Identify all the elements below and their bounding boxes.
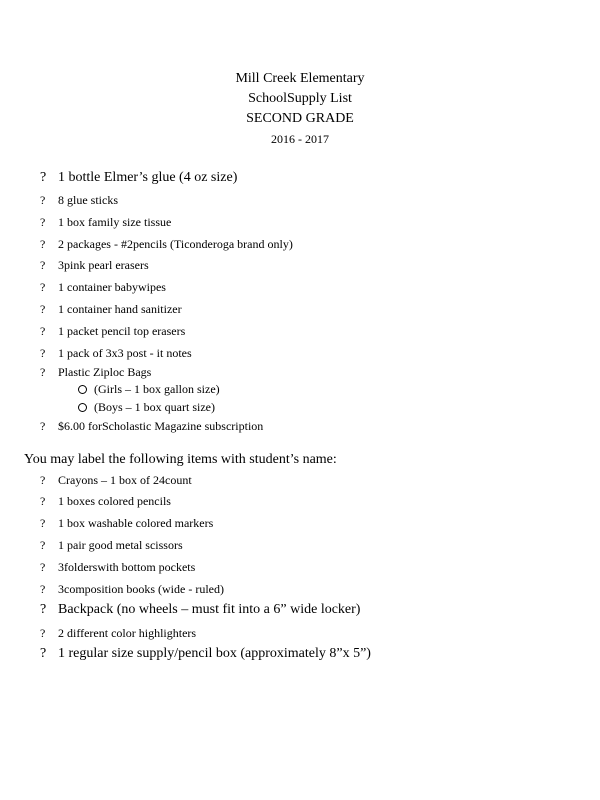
bullet: ? (40, 494, 46, 508)
bullet: ? (40, 602, 47, 617)
document-header (0, 69, 600, 149)
bullet: ? (40, 215, 46, 229)
bullet: ? (40, 626, 46, 640)
bullet: ? (40, 237, 46, 251)
item-text: 1 regular size supply/pencil box (approximately 8”x 5”) (58, 646, 371, 661)
item-text: 3pink pearl erasers (58, 258, 149, 272)
bullet: ? (40, 324, 46, 338)
item-text: 3folderswith bottom pockets (58, 560, 196, 574)
bullet: ? (40, 538, 46, 552)
grade-title: SECOND GRADE (246, 111, 354, 126)
bullet: ? (40, 516, 46, 530)
bullet: ? (40, 346, 46, 360)
item-text: 1 boxes colored pencils (58, 494, 171, 508)
school-year: 2016 - 2017 (271, 132, 329, 146)
bullet: ? (40, 302, 46, 316)
bullet: ? (40, 193, 46, 207)
item-text: 1 pack of 3x3 post - it notes (58, 346, 192, 360)
bullet: ? (40, 280, 46, 294)
item-text: Backpack (no wheels – must fit into a 6” wide locker) (58, 602, 361, 617)
sub-item-text: (Girls – 1 box gallon size) (94, 382, 220, 396)
item-text: 1 packet pencil top erasers (58, 324, 186, 338)
item-text: 8 glue sticks (58, 193, 118, 207)
bullet: ? (40, 170, 47, 185)
list-title: SchoolSupply List (248, 91, 352, 106)
item-text: 3composition books (wide - ruled) (58, 582, 224, 596)
item-text: 1 container hand sanitizer (58, 302, 182, 316)
item-text: Crayons – 1 box of 24count (58, 473, 192, 487)
school-name: Mill Creek Elementary (235, 71, 365, 86)
item-text: 2 different color highlighters (58, 626, 197, 640)
item-text: 1 bottle Elmer’s glue (4 oz size) (58, 170, 238, 185)
bullet: ? (40, 365, 46, 379)
item-text: 1 container babywipes (58, 280, 166, 294)
bullet: ? (40, 560, 46, 574)
item-text: Plastic Ziploc Bags (58, 365, 152, 379)
item-text: $6.00 forScholastic Magazine subscription (58, 419, 264, 433)
item-text: 2 packages - #2pencils (Ticonderoga brand only) (58, 237, 293, 251)
item-text: 1 box washable colored markers (58, 516, 214, 530)
item-text: 1 pair good metal scissors (58, 538, 183, 552)
bullet: ? (40, 473, 46, 487)
bullet: ? (40, 258, 46, 272)
sub-item-text: (Boys – 1 box quart size) (94, 400, 215, 414)
item-text: 1 box family size tissue (58, 215, 172, 229)
circle-bullet-icon (78, 385, 87, 394)
bullet: ? (40, 419, 46, 433)
label-note: You may label the following items with student’s name: (24, 452, 337, 467)
circle-bullet-icon (78, 403, 87, 412)
bullet: ? (40, 646, 47, 661)
bullet: ? (40, 582, 46, 596)
